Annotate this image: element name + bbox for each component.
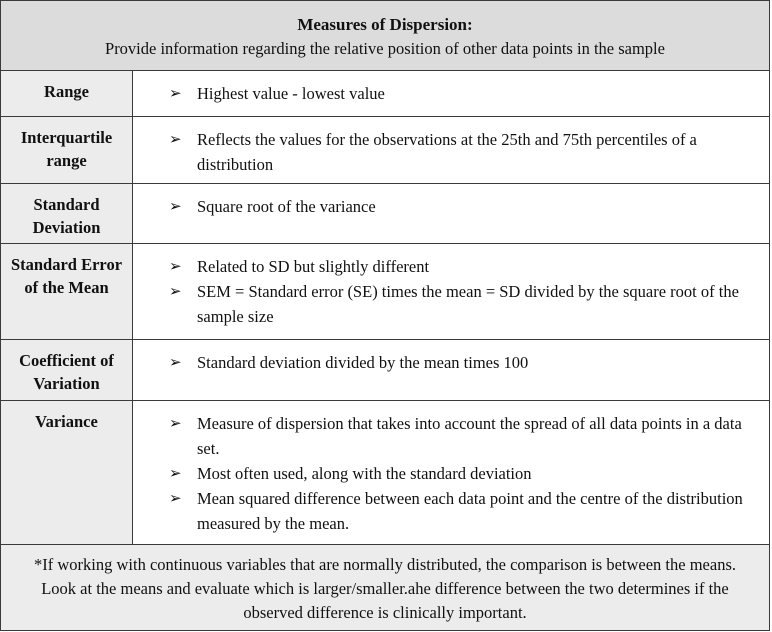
- list-item: ➢ Standard deviation divided by the mean times 100: [169, 350, 755, 375]
- table-footnote: [1, 545, 769, 630]
- definition-standard-error-of-the-mean: [133, 244, 769, 339]
- list-item: ➢ Related to SD but slightly different: [169, 254, 755, 279]
- term-standard-deviation: Standard Deviation: [1, 184, 133, 243]
- term-standard-error-of-the-mean: Standard Error of the Mean: [1, 244, 133, 339]
- list-item: ➢ Measure of dispersion that takes into account the spread of all data points in a data set.: [169, 411, 755, 461]
- table-row-range: [1, 71, 769, 117]
- term-variance: Variance: [1, 401, 133, 544]
- arrow-bullet-icon: ➢: [169, 489, 182, 507]
- list-item: ➢ Reflects the values for the observations at the 25th and 75th percentiles of a distribution: [169, 127, 755, 177]
- term-interquartile-range: Interquartile range: [1, 117, 133, 183]
- table-header: [1, 1, 769, 71]
- list-item: ➢ SEM = Standard error (SE) times the mean = SD divided by the square root of the sample size: [169, 279, 755, 329]
- definition-variance: [133, 401, 769, 544]
- definition-standard-deviation: [133, 184, 769, 243]
- table-row-standard-deviation: [1, 184, 769, 244]
- arrow-bullet-icon: ➢: [169, 84, 182, 102]
- table-row-interquartile-range: [1, 117, 769, 184]
- list-item: ➢ Highest value - lowest value: [169, 81, 755, 106]
- table-row-coefficient-of-variation: [1, 340, 769, 401]
- definition-range: [133, 71, 769, 116]
- arrow-bullet-icon: ➢: [169, 257, 182, 275]
- definition-interquartile-range: [133, 117, 769, 183]
- definition-coefficient-of-variation: [133, 340, 769, 400]
- arrow-bullet-icon: ➢: [169, 464, 182, 482]
- list-item: ➢ Most often used, along with the standard deviation: [169, 461, 755, 486]
- table-row-standard-error-of-the-mean: [1, 244, 769, 340]
- table-title: Measures of Dispersion:: [297, 15, 473, 34]
- table-row-variance: [1, 401, 769, 545]
- term-coefficient-of-variation: Coefficient of Variation: [1, 340, 133, 400]
- table-subtitle: Provide information regarding the relative position of other data points in the sample: [105, 39, 665, 58]
- footnote-text: *If working with continuous variables that are normally distributed, the comparison is between the means. Look at the means and evaluate which is larger/smaller.ahe difference between the two determines if the observed difference is clinically important.: [34, 555, 736, 622]
- list-item: ➢ Square root of the variance: [169, 194, 755, 219]
- arrow-bullet-icon: ➢: [169, 414, 182, 432]
- term-range: Range: [1, 71, 133, 116]
- arrow-bullet-icon: ➢: [169, 197, 182, 215]
- arrow-bullet-icon: ➢: [169, 282, 182, 300]
- arrow-bullet-icon: ➢: [169, 130, 182, 148]
- arrow-bullet-icon: ➢: [169, 353, 182, 371]
- list-item: ➢ Mean squared difference between each data point and the centre of the distribution measured by the mean.: [169, 486, 755, 536]
